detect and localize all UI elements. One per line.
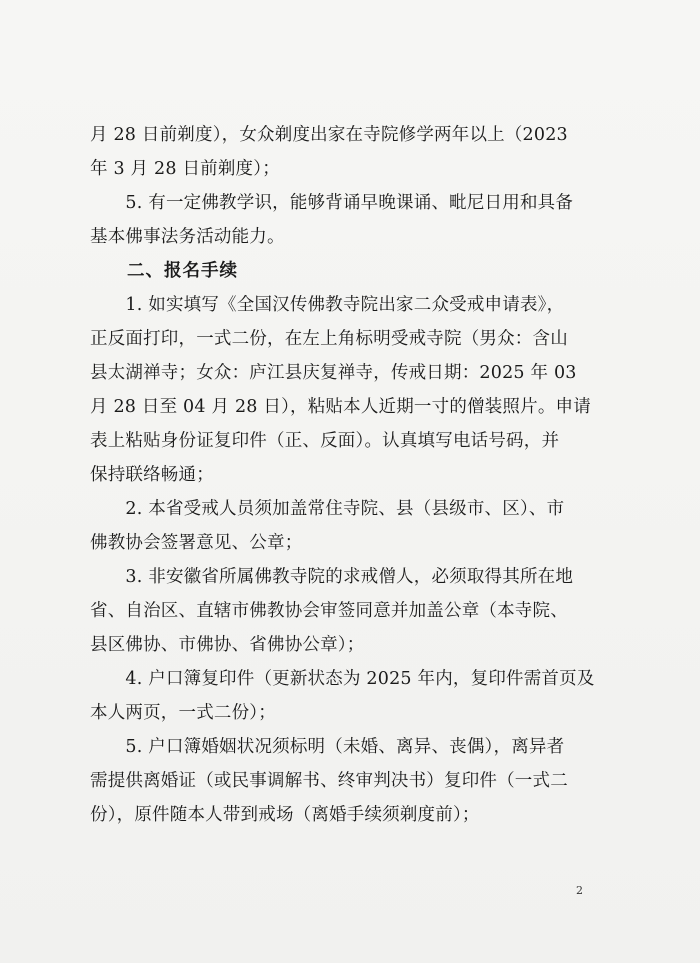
text-line: 正反面打印，一式二份，在左上角标明受戒寺院（男众：含山 — [90, 329, 568, 349]
text-line: 5. 户口簿婚姻状况须标明（未婚、离异、丧偶），离异者 — [90, 737, 565, 757]
text-line: 保持联络畅通； — [90, 465, 214, 485]
text-line: 佛教协会签署意见、公章； — [90, 533, 303, 553]
text-line: 需提供离婚证（或民事调解书、终审判决书）复印件（一式二 — [90, 771, 568, 791]
text-line: 省、自治区、直辖市佛教协会审签同意并加盖公章（本寺院、 — [90, 601, 568, 621]
text-line: 县区佛协、市佛协、省佛协公章）； — [90, 635, 365, 655]
text-line: 年 3 月 28 日前剃度）； — [90, 159, 280, 179]
text-line: 份），原件随本人带到戒场（离婚手续须剃度前）； — [90, 805, 480, 825]
text-line: 基本佛事法务活动能力。 — [90, 227, 285, 247]
text-line: 县太湖禅寺；女众：庐江县庆复禅寺，传戒日期：2025 年 03 — [90, 363, 577, 383]
text-line: 4. 户口簿复印件（更新状态为 2025 年内，复印件需首页及 — [90, 669, 595, 689]
text-line: 表上粘贴身份证复印件（正、反面）。认真填写电话号码，并 — [90, 431, 560, 451]
text-line: 2. 本省受戒人员须加盖常住寺院、县（县级市、区）、市 — [90, 499, 565, 519]
section-heading: 二、报名手续 — [90, 261, 238, 281]
text-line: 月 28 日前剃度），女众剃度出家在寺院修学两年以上（2023 — [90, 125, 568, 145]
text-line: 3. 非安徽省所属佛教寺院的求戒僧人，必须取得其所在地 — [90, 567, 574, 587]
text-line: 月 28 日至 04 月 28 日），粘贴本人近期一寸的僧装照片。申请 — [90, 397, 591, 417]
document-body — [90, 118, 610, 832]
text-line: 5. 有一定佛教学识，能够背诵早晚课诵、毗尼日用和具备 — [90, 193, 574, 213]
text-line: 本人两页，一式二份）； — [90, 703, 276, 723]
page-number: 2 — [576, 884, 583, 897]
text-line: 1. 如实填写《全国汉传佛教寺院出家二众受戒申请表》， — [90, 295, 565, 315]
